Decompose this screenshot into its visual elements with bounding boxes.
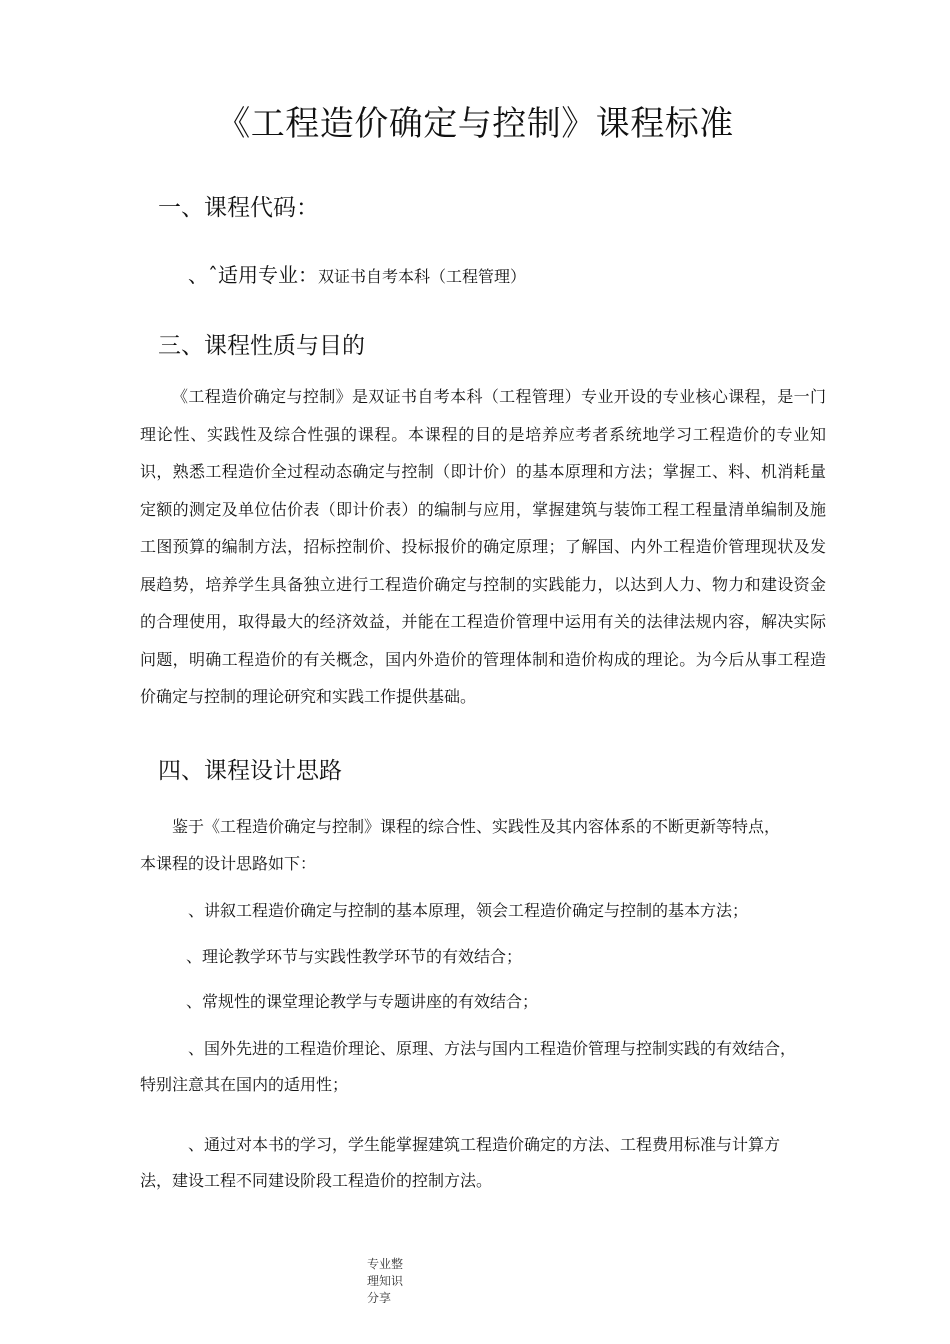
design-list-item: 、常规性的课堂理论教学与专题讲座的有效结合； — [186, 992, 539, 1011]
section-heading-applicable-major: 、ˆ适用专业： — [188, 263, 318, 287]
footer-note: 专业整理知识分享 — [367, 1257, 404, 1305]
design-list-item: 、国外先进的工程造价理论、原理、方法与国内工程造价管理与控制实践的有效结合， — [188, 1039, 797, 1058]
design-intro-line: 本课程的设计思路如下： — [140, 854, 317, 873]
design-list-item: 、讲叙工程造价确定与控制的基本原理，领会工程造价确定与控制的基本方法； — [188, 901, 749, 920]
section-heading-course-code: 一、课程代码： — [158, 195, 319, 221]
design-intro-line: 鉴于《工程造价确定与控制》课程的综合性、实践性及其内容体系的不断更新等特点， — [172, 817, 781, 836]
design-list-item-continuation: 法，建设工程不同建设阶段工程造价的控制方法。 — [140, 1171, 493, 1190]
section-heading-nature-purpose: 三、课程性质与目的 — [158, 333, 365, 359]
design-list-item: 、通过对本书的学习，学生能掌握建筑工程造价确定的方法、工程费用标准与计算方 — [188, 1135, 781, 1154]
design-list-item: 、理论教学环节与实践性教学环节的有效结合； — [186, 947, 523, 966]
section-heading-design-ideas: 四、课程设计思路 — [158, 758, 342, 784]
applicable-major-row — [188, 259, 526, 288]
nature-purpose-paragraph: 《工程造价确定与控制》是双证书自考本科（工程管理）专业开设的专业核心课程，是一门理论性、实践性及综合性强的课程。本课程的目的是培养应考者系统地学习工程造价的专业知识，熟悉工程造价全过程动态确定与控制（即计价）的基本原理和方法；掌握工、料、机消耗量定额的测定及单位估价表（即计价表）的编制与应用，掌握建筑与装饰工程工程量清单编制及施工图预算的编制方法，招标控制价、投标报价的确定原理；了解国、内外工程造价管理现状及发展趋势，培养学生具备独立进行工程造价确定与控制的实践能力，以达到人力、物力和建设资金的合理使用，取得最大的经济效益，并能在工程造价管理中运用有关的法律法规内容，解决实际问题，明确工程造价的有关概念，国内外造价的管理体制和造价构成的理论。为今后从事工程造价确定与控制的理论研究和实践工作提供基础。 — [140, 387, 826, 706]
applicable-major-value: 双证书自考本科（工程管理） — [318, 267, 527, 286]
page-title: 《工程造价确定与控制》课程标准 — [216, 104, 734, 144]
design-list-item-continuation: 特别注意其在国内的适用性； — [140, 1075, 349, 1094]
